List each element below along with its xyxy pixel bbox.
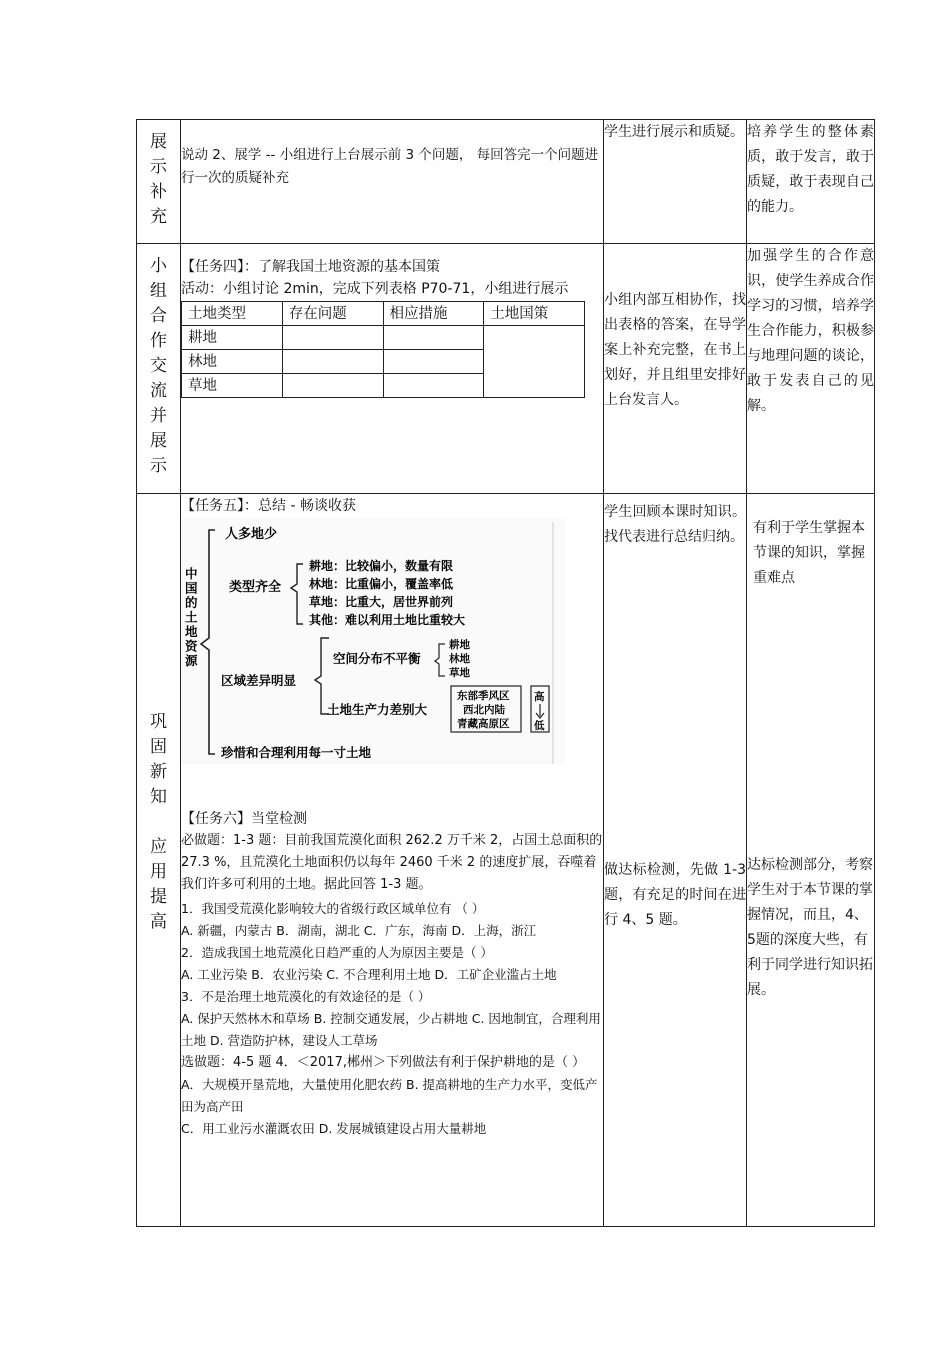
land-resources-diagram [181,518,565,764]
content-text: 说动 2、展学 -- 小组进行上台展示前 3 个问题， 每回答完一个问题进行一次的质疑补充 [181,147,599,186]
stage-char: 巩 [150,712,167,732]
stage-char: 流 [150,381,167,401]
col-header: 相应措施 [383,302,484,326]
root-char: 地 [185,624,198,639]
branch-population: 人多地少 [225,527,278,542]
stage-label [137,494,180,935]
root-char: 的 [185,595,198,610]
design-purpose-text: 有利于学生掌握本节课的知识，掌握重难点 [753,520,865,586]
row-consolidate-apply [137,494,875,1227]
stage-char: 交 [150,356,167,376]
question-4-options-ab: A．大规模开垦荒地，大量使用化肥农药 B. 提高耕地的生产力水平，变低产田为高产田 [181,1077,598,1114]
spatial-uneven: 空间分布不平衡 [333,651,421,666]
blank-cell[interactable] [383,374,484,398]
stage-char: 应 [150,837,167,857]
stage-cell [137,244,181,494]
stage-char: 合 [150,306,167,326]
row-label: 耕地 [182,326,283,350]
type-item: 其他：难以利用土地比重较大 [309,613,466,627]
region-item: 西北内陆 [463,704,505,716]
type-item: 耕地：比较偏小，数量有限 [309,559,454,573]
stage-char: 示 [150,456,167,476]
stage-cell [137,120,181,244]
spatial-item: 耕地 [449,639,470,651]
task4-activity: 活动：小组讨论 2min，完成下列表格 P70-71，小组进行展示 [181,281,569,297]
root-char: 国 [185,580,198,596]
col-header: 土地国策 [484,302,585,326]
scale-high: 高 [534,691,545,703]
branch-cherish: 珍惜和合理利用每一寸土地 [221,745,372,760]
stage-char [137,810,180,835]
task6-title: 【任务六】当堂检测 [181,811,307,827]
branch-types: 类型齐全 [229,580,282,595]
task5-title: 【任务五】：总结 - 畅谈收获 [181,498,356,514]
task4-title: 【任务四】：了解我国土地资源的基本国策 [181,259,440,275]
spatial-item: 草地 [449,667,470,679]
question-1-options: A. 新疆，内蒙古 B．湖南，湖北 C．广东，海南 D．上海，浙江 [181,923,537,938]
land-policy-table [181,301,585,398]
design-purpose-cell [747,120,875,244]
lesson-plan-table [136,119,875,1227]
student-activity-text: 小组内部互相协作，找出表格的答案，在导学案上补充完整，在书上划好，并且组里安排好上台发言人。 [604,292,746,408]
stage-char: 并 [150,406,167,426]
question-2-options: A. 工业污染 B．农业污染 C. 不合理利用土地 D．工矿企业滥占土地 [181,967,557,982]
stage-char: 小 [150,256,167,276]
content-cell [181,244,604,494]
student-activity-text: 学生进行展示和质疑。 [604,124,744,140]
stage-char: 充 [150,207,167,227]
root-char: 中 [185,566,198,581]
branch-region-diff: 区域差异明显 [221,673,297,688]
blank-cell[interactable] [484,326,585,398]
student-activity-cell [604,494,747,1227]
stage-char: 知 [150,787,167,807]
root-char: 土 [185,609,198,625]
blank-cell[interactable] [383,326,484,350]
design-purpose-text: 培养学生的整体素质，敢于发言，敢于质疑，敢于表现自己的能力。 [747,124,874,215]
student-activity-text: 做达标检测，先做 1-3题，有充足的时间在进行 4、5 题。 [604,862,746,928]
col-header: 存在问题 [282,302,383,326]
design-purpose-cell [747,244,875,494]
productivity-diff: 土地生产力差别大 [327,702,428,717]
stage-label [137,120,180,230]
stage-char: 用 [150,862,167,882]
stage-char: 补 [150,182,167,202]
optional-question-4: 选做题：4-5 题 4．＜2017,郴州＞下列做法有利于保护耕地的是（ ） [181,1055,586,1070]
stage-char: 新 [150,762,167,782]
scale-low: 低 [534,720,545,732]
root-char: 源 [185,653,198,668]
blank-cell[interactable] [383,350,484,374]
student-activity-text: 学生回顾本课时知识。找代表进行总结归纳。 [604,504,746,545]
stage-char: 高 [150,912,167,932]
row-label: 林地 [182,350,283,374]
stage-label [137,244,180,479]
content-cell [181,120,604,244]
stage-char: 展 [150,431,167,451]
type-item: 草地：比重大，居世界前列 [309,595,454,609]
type-item: 林地：比重偏小，覆盖率低 [309,577,454,591]
question-1: 1．我国受荒漠化影响较大的省级行政区域单位有 （ ） [181,901,485,916]
content-cell [181,494,604,1227]
blank-cell[interactable] [282,350,383,374]
question-3-options: A. 保护天然林木和草场 B. 控制交通发展，少占耕地 C. 因地制宜，合理利用土地 D. 营造防护林，建设人工草场 [181,1011,601,1048]
question-3: 3．不是治理土地荒漠化的有效途径的是（ ） [181,989,431,1004]
region-item: 东部季风区 [457,690,510,702]
design-purpose-text: 达标检测部分，考察学生对于本节课的掌握情况，而且，4、5题的深度大些，有利于同学进行知识拓展。 [747,857,873,998]
question-2: 2．造成我国土地荒漠化日趋严重的人为原因主要是（ ） [181,945,493,960]
blank-cell[interactable] [282,374,383,398]
stage-char: 展 [150,132,167,152]
design-purpose-cell [747,494,875,1227]
stage-char: 示 [150,157,167,177]
student-activity-cell [604,120,747,244]
design-purpose-text: 加强学生的合作意识，使学生养成合作学习的习惯，培养学生合作能力，积极参与地理问题的谈论，敢于发表自己的见解。 [747,248,874,414]
spatial-item: 林地 [449,653,470,665]
stage-char: 提 [150,887,167,907]
question-4-options-cd: C．用工业污水灌溉农田 D. 发展城镇建设占用大量耕地 [181,1121,487,1136]
stage-char: 组 [150,281,167,301]
stage-cell [137,494,181,1227]
blank-cell[interactable] [282,326,383,350]
col-header: 土地类型 [182,302,283,326]
root-char: 资 [185,638,198,654]
required-intro: 必做题：1-3 题：目前我国荒漠化面积 262.2 万千米 2，占国土总面积的 27.3 %，且荒漠化土地面积仍以每年 2460 千米 2 的速度扩展，吞噬着我们许多可利用的土地。据此回答 1-3 题。 [181,833,603,892]
row-group-cooperation [137,244,875,494]
row-display-supplement [137,120,875,244]
stage-char: 作 [150,331,167,351]
diagram-root [185,566,198,668]
row-label: 草地 [182,374,283,398]
student-activity-cell [604,244,747,494]
stage-char: 固 [150,737,167,757]
region-item: 青藏高原区 [457,718,510,730]
